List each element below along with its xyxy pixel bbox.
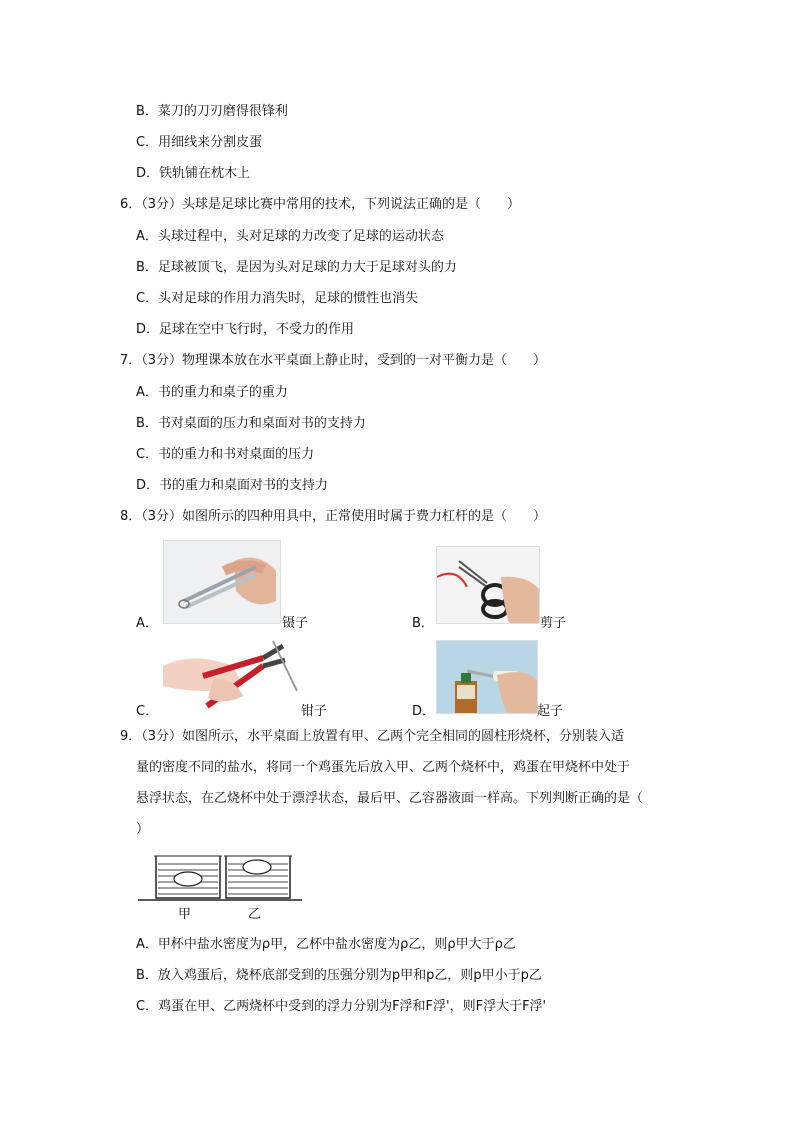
question-9-option-b: B．放入鸡蛋后，烧杯底部受到的压强分别为p甲和p乙，则p甲小于p乙: [136, 968, 542, 983]
question-6-option-b: B．足球被顶飞，是因为头对足球的力大于足球对头的力: [136, 260, 457, 275]
bottle-opener-image: [436, 640, 538, 714]
question-6-option-d: D．足球在空中飞行时，不受力的作用: [136, 322, 355, 337]
question-7-stem: 7．（3分）物理课本放在水平桌面上静止时，受到的一对平衡力是（ ）: [120, 353, 547, 368]
pliers-image: [163, 636, 299, 714]
tweezers-image: [163, 540, 281, 624]
question-7-option-a: A．书的重力和桌子的重力: [136, 385, 288, 400]
question-9-stem-line-3: 悬浮状态，在乙烧杯中处于漂浮状态，最后甲、乙容器液面一样高。下列判断正确的是（: [136, 791, 644, 806]
question-8-option-c-letter: C．: [136, 704, 159, 719]
beakers-diagram: [136, 852, 306, 922]
question-8-option-c-name: 钳子: [301, 704, 328, 719]
question-9-stem-line-4: ）: [136, 822, 150, 837]
question-7-option-d: D．书的重力和桌面对书的支持力: [136, 478, 329, 493]
beaker-label-jia: 甲: [178, 907, 192, 922]
question-7-option-c: C．书的重力和书对桌面的压力: [136, 447, 315, 462]
question-8-option-a-letter: A．: [136, 616, 158, 631]
scissors-image: [436, 546, 540, 624]
question-8-option-d-name: 起子: [537, 704, 564, 719]
question-9-option-a: A．甲杯中盐水密度为ρ甲，乙杯中盐水密度为ρ乙，则ρ甲大于ρ乙: [136, 937, 516, 952]
question-6-option-c: C．头对足球的作用力消失时，足球的惯性也消失: [136, 291, 419, 306]
question-9-stem-line-2: 量的密度不同的盐水，将同一个鸡蛋先后放入甲、乙两个烧杯中，鸡蛋在甲烧杯中处于: [136, 760, 631, 775]
question-6-option-a: A．头球过程中，头对足球的力改变了足球的运动状态: [136, 229, 444, 244]
question-8-option-a-name: 镊子: [282, 616, 309, 631]
question-8-stem: 8．（3分）如图所示的四种用具中，正常使用时属于费力杠杆的是（ ）: [120, 509, 547, 524]
question-9-option-c: C．鸡蛋在甲、乙两烧杯中受到的浮力分别为F浮和F浮'，则F浮大于F浮': [136, 999, 547, 1014]
question-7-option-b: B．书对桌面的压力和桌面对书的支持力: [136, 416, 366, 431]
question-6-stem: 6．（3分）头球是足球比赛中常用的技术，下列说法正确的是（ ）: [120, 197, 521, 212]
question-8-option-b-name: 剪子: [540, 616, 567, 631]
option-b: B．菜刀的刀刃磨得很锋利: [136, 104, 288, 119]
question-8-option-d-letter: D．: [412, 704, 436, 719]
question-9-stem-line-1: 9．（3分）如图所示，水平桌面上放置有甲、乙两个完全相同的圆柱形烧杯，分别装入适: [120, 729, 625, 744]
beaker-label-yi: 乙: [248, 907, 262, 922]
option-d: D．铁轨铺在枕木上: [136, 166, 251, 181]
option-c: C．用细线来分割皮蛋: [136, 135, 263, 150]
question-8-option-b-letter: B．: [412, 616, 434, 631]
